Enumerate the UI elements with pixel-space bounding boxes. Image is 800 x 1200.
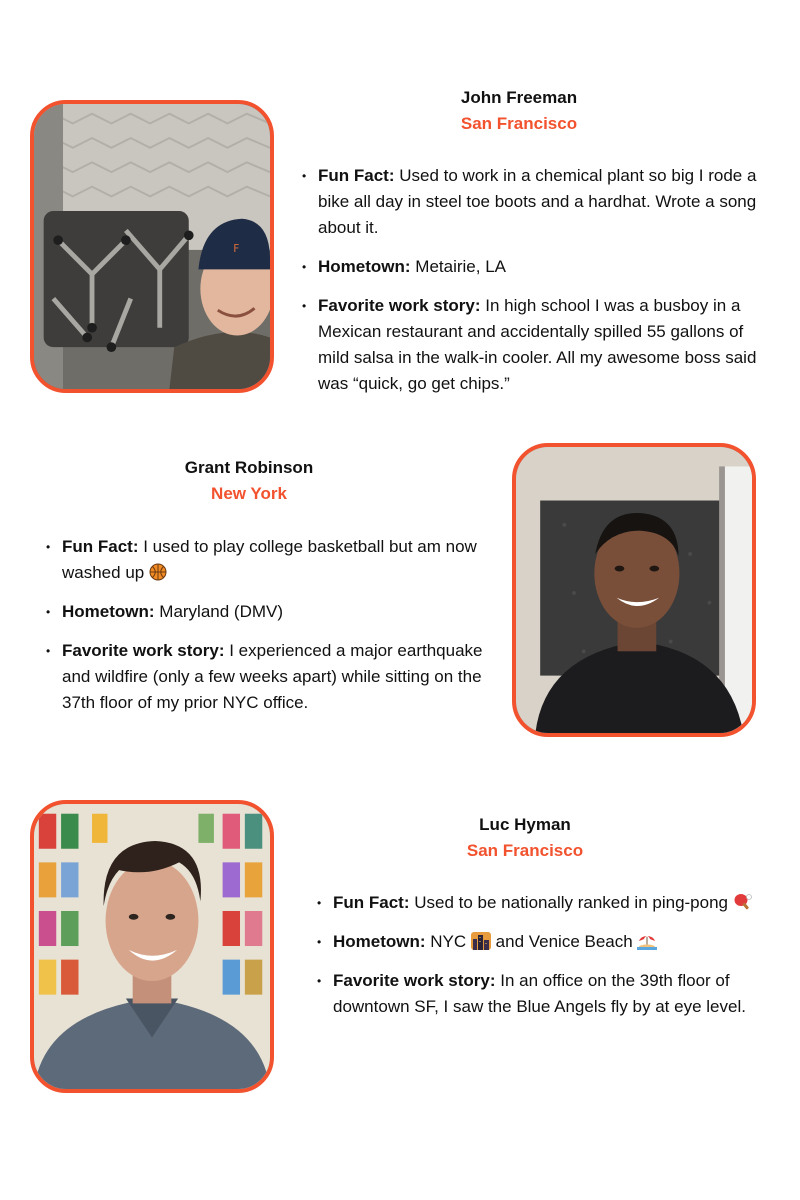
beach-island-icon xyxy=(637,932,657,950)
fact-label: Hometown: xyxy=(318,257,411,276)
person-name: Grant Robinson xyxy=(184,458,314,477)
fact-work-story xyxy=(318,293,768,397)
fact-label: Favorite work story: xyxy=(333,971,496,990)
fact-fun xyxy=(318,163,768,241)
fact-text: Used to be nationally ranked in ping-pong xyxy=(414,893,729,912)
person-name: Luc Hyman xyxy=(479,815,571,834)
fact-text: I used to play college basketball but am now washed up xyxy=(62,537,477,582)
svg-text:F: F xyxy=(233,241,240,255)
basketball-icon xyxy=(149,563,167,581)
fact-label: Hometown: xyxy=(333,932,426,951)
fact-text: NYC xyxy=(430,932,467,951)
fact-work-story xyxy=(333,968,773,1020)
fact-label: Favorite work story: xyxy=(318,296,481,315)
fact-fun xyxy=(333,890,773,916)
fact-hometown xyxy=(62,599,492,625)
person-city: New York xyxy=(211,484,287,503)
facts-list xyxy=(316,890,773,1033)
fact-hometown xyxy=(318,254,768,280)
grant-robinson-photo xyxy=(512,443,756,737)
fact-label: Fun Fact: xyxy=(333,893,410,912)
fact-label: Hometown: xyxy=(62,602,155,621)
facts-list xyxy=(45,534,492,729)
cityscape-icon xyxy=(471,932,491,950)
fact-text: Maryland (DMV) xyxy=(159,602,284,621)
person-city: San Francisco xyxy=(466,841,584,860)
person-name: John Freeman xyxy=(460,88,578,107)
fact-label: Favorite work story: xyxy=(62,641,225,660)
john-freeman-photo xyxy=(30,100,274,393)
fact-label: Fun Fact: xyxy=(62,537,139,556)
fact-text: In an office on the 39th floor of downtown SF, I saw the Blue Angels fly by at eye level. xyxy=(333,971,746,1016)
fact-work-story xyxy=(62,638,492,716)
fact-text: Metairie, LA xyxy=(415,257,506,276)
fact-fun xyxy=(62,534,492,586)
fact-label: Fun Fact: xyxy=(318,166,395,185)
fact-hometown xyxy=(333,929,773,955)
fact-text: In high school I was a busboy in a Mexican restaurant and accidentally spilled 55 gallons of mild salsa in the walk-in cooler. All my awesome boss said was “quick, go get chips.” xyxy=(318,296,757,393)
fact-text: I experienced a major earthquake and wildfire (only a few weeks apart) while sitting on the 37th floor of my prior NYC office. xyxy=(62,641,483,712)
facts-list xyxy=(301,163,768,410)
fact-text: Used to work in a chemical plant so big I rode a bike all day in steel toe boots and a hardhat. Wrote a song about it. xyxy=(318,166,757,237)
person-city: San Francisco xyxy=(460,114,578,133)
fact-text: and Venice Beach xyxy=(495,932,633,951)
luc-hyman-photo xyxy=(30,800,274,1093)
ping-pong-icon xyxy=(733,893,753,911)
